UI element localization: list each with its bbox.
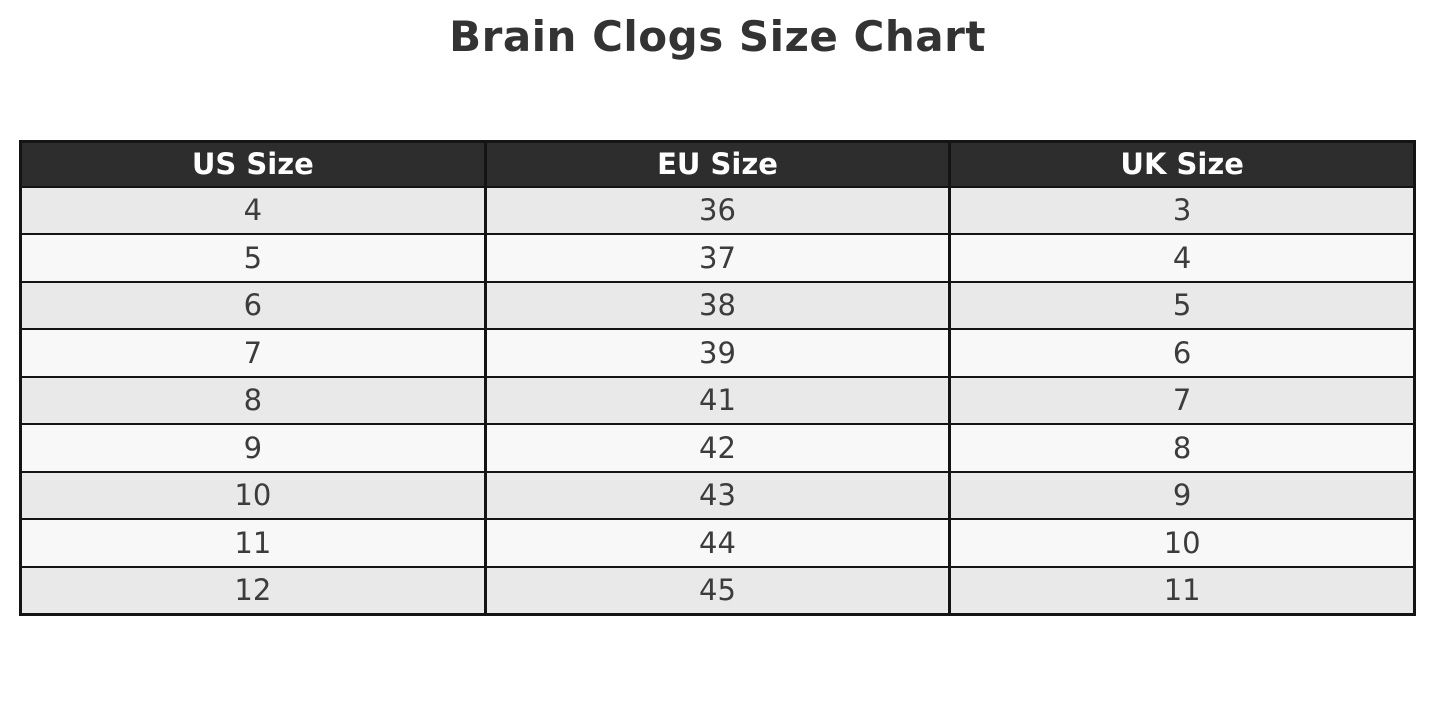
table-header xyxy=(21,142,1415,187)
table-cell: 5 xyxy=(21,234,486,282)
table-cell: 6 xyxy=(21,282,486,330)
table-cell: 43 xyxy=(485,472,950,520)
table-cell: 11 xyxy=(950,567,1415,615)
table-row xyxy=(21,472,1415,520)
table-cell: 9 xyxy=(950,472,1415,520)
table-cell: 45 xyxy=(485,567,950,615)
table-cell: 4 xyxy=(21,187,486,235)
table-cell: 4 xyxy=(950,234,1415,282)
table-cell: 38 xyxy=(485,282,950,330)
table-row xyxy=(21,377,1415,425)
table-row xyxy=(21,234,1415,282)
table-cell: 41 xyxy=(485,377,950,425)
table-row xyxy=(21,187,1415,235)
table-cell: 3 xyxy=(950,187,1415,235)
table-cell: 7 xyxy=(21,329,486,377)
table-cell: 5 xyxy=(950,282,1415,330)
table-cell: 8 xyxy=(21,377,486,425)
table-cell: 7 xyxy=(950,377,1415,425)
table-cell: 10 xyxy=(950,519,1415,567)
table-body xyxy=(21,187,1415,615)
column-header-us-size: US Size xyxy=(21,142,486,187)
page-title: Brain Clogs Size Chart xyxy=(449,12,986,61)
table-cell: 12 xyxy=(21,567,486,615)
table-cell: 37 xyxy=(485,234,950,282)
column-header-uk-size: UK Size xyxy=(950,142,1415,187)
table-cell: 39 xyxy=(485,329,950,377)
size-chart-table xyxy=(19,140,1416,616)
header-row xyxy=(21,142,1415,187)
table-cell: 9 xyxy=(21,424,486,472)
table-row xyxy=(21,567,1415,615)
table-cell: 6 xyxy=(950,329,1415,377)
column-header-eu-size: EU Size xyxy=(485,142,950,187)
table-cell: 10 xyxy=(21,472,486,520)
table-cell: 11 xyxy=(21,519,486,567)
table-row xyxy=(21,329,1415,377)
table-cell: 8 xyxy=(950,424,1415,472)
table-cell: 44 xyxy=(485,519,950,567)
table-cell: 42 xyxy=(485,424,950,472)
table-row xyxy=(21,519,1415,567)
table-cell: 36 xyxy=(485,187,950,235)
table-row xyxy=(21,424,1415,472)
table-row xyxy=(21,282,1415,330)
